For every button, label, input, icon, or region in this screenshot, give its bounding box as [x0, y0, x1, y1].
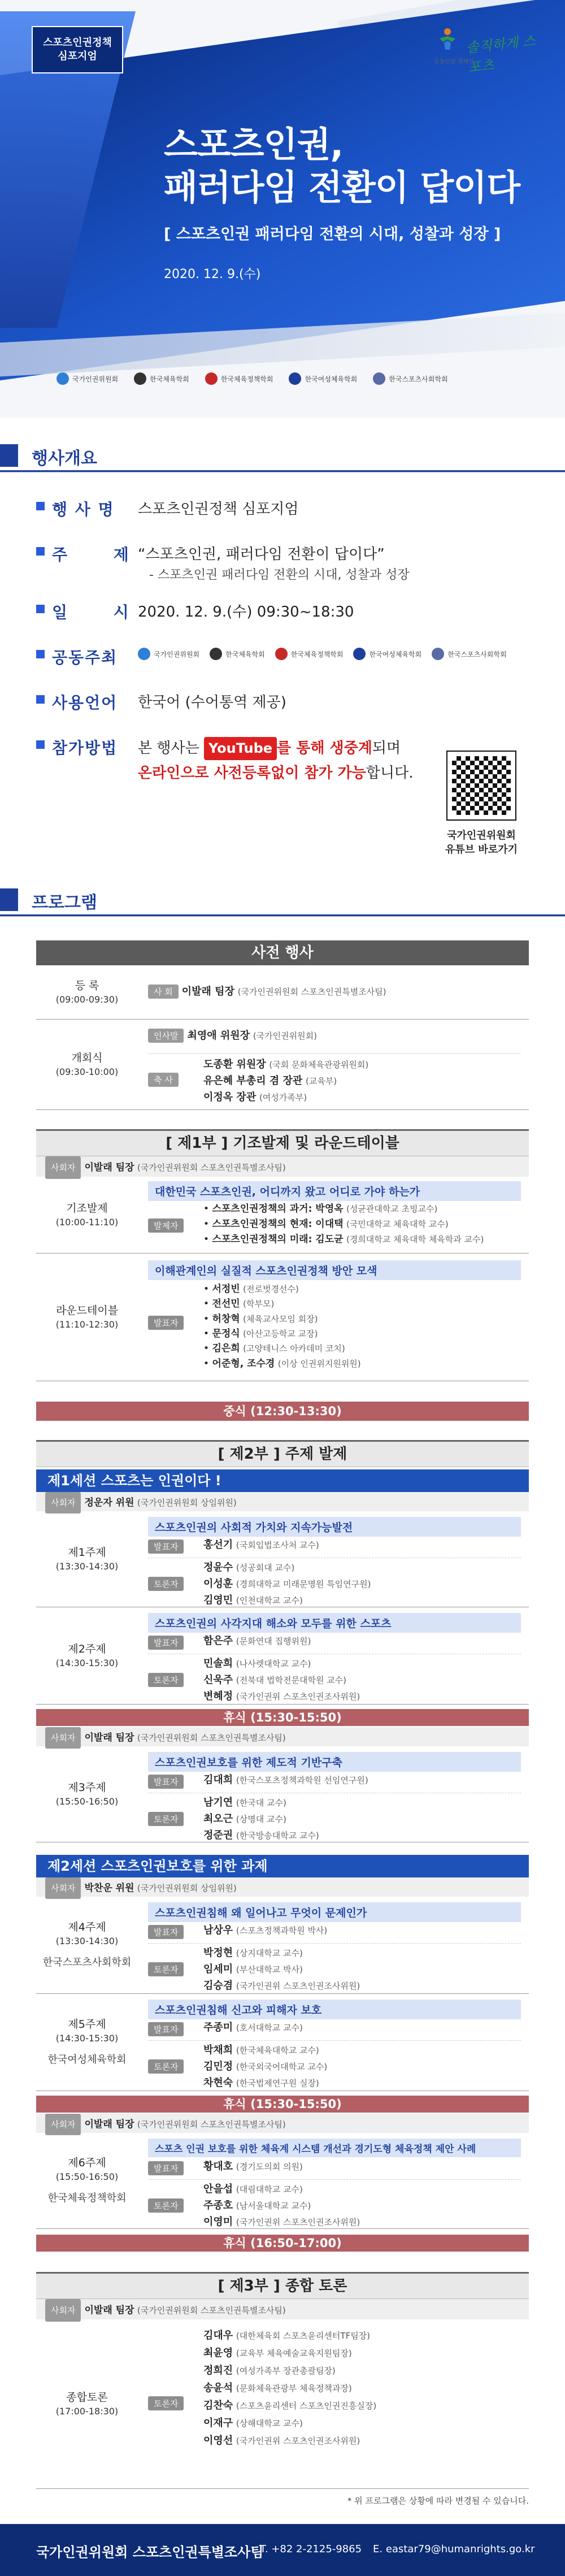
- org-logo: 국가인권위원회: [56, 372, 118, 385]
- roundtable-block: 라운드테이블 (11:10-12:30) 이해관계인의 실질적 스포츠인권정책 방안 모색 발표자 • 서정빈 (전로벗경선수) • 전선민 (학부모) • 허창혁 (체육교사모임 회장) • 문정식 (아산고등학교 교장) • 김은희 (고양테니스 아카데미 코치) • 어준형, 조수경 (이상 인권위지원위원): [36, 1254, 529, 1381]
- program-footnote: * 위 프로그램은 상황에 따라 변경될 수 있습니다.: [347, 2496, 529, 2506]
- break3-bar: 휴식 (16:50-17:00): [36, 2235, 529, 2252]
- break1-bar: 휴식 (15:30-15:50): [36, 1709, 529, 1726]
- pre-event-bar: 사전 행사: [36, 940, 529, 965]
- logo-icon: [353, 648, 366, 660]
- hero-date: 2020. 12. 9.(수): [164, 267, 261, 281]
- logo-icon: [275, 648, 288, 660]
- hero-banner: [0, 0, 565, 418]
- footer: [0, 2524, 565, 2576]
- host-logos: [56, 367, 542, 390]
- logo-icon: [138, 648, 150, 660]
- org-logo: 한국스포츠사회학회: [373, 372, 447, 385]
- topic4-block: 제4주제 (13:30-14:30) 한국스포츠사회학회 스포츠인권침해 왜 일어나고 무엇이 문제인가 발표자 남상우 (스포츠정책과학원 박사) 토론자 박정현 (상지대학교 교수) 임세미 (부산대학교 박사) 김승겸 (국가인권위 스포츠인권조사위원): [36, 1897, 529, 1994]
- co-host-logos: 국가인권위원회 한국체육학회 한국체육정책학회 한국여성체육학회 한국스포츠사회학회: [138, 648, 507, 660]
- part3-moderator: 사회자 이발래 팀장 (국가인권위원회 스포츠인권특별조사팀): [36, 2299, 529, 2319]
- figure-icon: [435, 27, 460, 52]
- org-logo: 한국여성체육학회: [289, 372, 357, 385]
- topic3-block: 제3주제 (15:50-16:50) 스포츠인권보호를 위한 제도적 기반구축 발표자 김대희 (한국스포츠정책과학원 선임연구원) 토론자 남기연 (한국대 교수) 최오근 (상명대 교수) 정준권 (한국방송대학교 교수): [36, 1746, 529, 1842]
- program-heading: 프로그램: [0, 885, 565, 911]
- logo-icon: [205, 372, 218, 385]
- footer-phone: T. +82 2-2125-9865: [260, 2543, 362, 2555]
- topic6-block: 제6주제 (15:50-16:50) 한국체육정책학회 스포츠 인권 보호를 위한 체육계 시스템 개선과 경기도형 체육정책 제안 사례 발표자 황대호 (경기도의회 의원) 토론자 안을섭 (대림대학교 교수) 주종호 (남서울대학교 교수) 이영미 (국가인권위 스포츠인권조사위원): [36, 2133, 529, 2229]
- opening-block: 개회식 (09:30-10:00) 인사말 최영애 위원장 (국가인권위원회) 축 사 도종환 위원장 (국회 문화체육관광위원회) 유은혜 부총리 겸 장관 (교육부) 이정옥 장관 (여성가족부): [36, 1020, 529, 1110]
- youtube-qr-code[interactable]: [447, 752, 515, 819]
- keynote-block: 기조발제 (10:00-11:10) 대한민국 스포츠인권, 어디까지 왔고 어디로 가야 하는가 발제자 • 스포츠인권정책의 과거: 박영옥 (성균관대학교 초빙교수) • 스포츠인권정책의 현재: 이대택 (국민대학교 체육대학 교수) • 스포츠인권정책의 미래: 김도균 (경희대학교 체육대학 체육학과 교수): [36, 1177, 529, 1254]
- logo-icon: [432, 648, 444, 660]
- part3-bar: [ 제3부 ] 종합 토론: [36, 2272, 529, 2299]
- part1-bar: [ 제1부 ] 기조발제 및 라운드테이블: [36, 1129, 529, 1156]
- hero-title: 스포츠인권, 패러다임 전환이 답이다: [164, 124, 520, 208]
- campaign-logo: 솔직하게 스포츠 운동인권 캠페인: [429, 23, 542, 79]
- part2-bar: [ 제2부 ] 주제 발제: [36, 1440, 529, 1467]
- registration-block: 등 록 (09:00-09:30) 사 회 이발래 팀장 (국가인권위원회 스포츠인권특별조사팀): [36, 965, 529, 1020]
- session1-moderator: 사회자 정운자 위원 (국가인권위원회 상임위원): [36, 1492, 529, 1511]
- general-discussion-block: 종합토론 (17:00-18:30) 토론자 김대우 (대한체육회 스포츠윤리센터TF팀장) 최윤영 (교육부 체육예술교육지원팀장) 정희진 (여성가족부 장관총괄팀장) 송윤석 (문화체육관광부 체육정책과장) 김찬숙 (스포츠윤리센터 스포츠인권진흥실장) 이재구 (상해대학교 교수) 이영선 (국가인권위 스포츠인권조사위원): [36, 2319, 529, 2489]
- logo-icon: [56, 372, 69, 385]
- topic5-block: 제5주제 (14:30-15:30) 한국여성체육학회 스포츠인권침해 신고와 피해자 보호 발표자 주종미 (호서대학교 교수) 토론자 박채희 (한국체육대학교 교수) 김민정 (한국외국어대학교 교수) 차현숙 (한국법제연구원 실장): [36, 1994, 529, 2091]
- session2-bar: 제2세션 스포츠인권보호를 위한 과제: [36, 1855, 529, 1877]
- event-badge: 스포츠인권정책 심포지엄: [32, 26, 123, 73]
- topic1-block: 제1주제 (13:30-14:30) 스포츠인권의 사회적 가치와 지속가능발전 발표자 홍선기 (국회입법조사처 교수) 토론자 정윤수 (성공회대 교수) 이성훈 (경희대학교 미래문명원 특임연구원) 김영민 (인천대학교 교수): [36, 1511, 529, 1607]
- footer-org: 국가인권위원회 스포츠인권특별조사팀: [36, 2544, 264, 2560]
- youtube-logo: YouTube: [204, 737, 277, 760]
- qr-caption: 국가인권위원회 유튜브 바로가기: [445, 830, 518, 856]
- topic2-block: 제2주제 (14:30-15:30) 스포츠인권의 사각지대 해소와 모두를 위한 스포츠 발표자 함은주 (문화연대 집행위원) 토론자 민솔희 (나사렛대학교 교수) 신욱주 (전북대 법학전문대학원 교수) 변혜정 (국가인권위 스포츠인권조사위원): [36, 1607, 529, 1705]
- poster: 스포츠인권정책 심포지엄 솔직하게 스포츠 운동인권 캠페인 스포츠인권, 패러다임 전환이 답이다 [ 스포츠인권 패러다임 전환의 시대, 성찰과 성장 ] 2020. 12. 9.(수) 국가인권위원회 한국체육학회 한국체육정책학회 한국여성체육학회 한국스포츠사회학회 행사개요 행 사 명 스포츠인권정책 심포지엄 주 제 “스포츠인권, 패러다임 전환이 답이다” - 스포츠인권 패러다임 전환의 시대, 성찰과 성장 일 시 2020. 12. 9.(수) 09:30~18:30 공동주최 국가인권위원회 한국체육학회 한국체육정책학회 한국여성체육학회 한국스포츠사회학회 사용언어 한국어 (수어통역 제공) 참가방법 본 행사는 YouTube 를 통해 생중계되며 온라인으로 사전등록없이 참가 가능합니다. 국가인권위원회 유튜브 바로가기 프로그램 사전 행사 등 록 (09:00-09:30) 사 회 이발래 팀장 (국가인권위원회 스포츠인권특별조사팀) 개회식 (09:30-10:00) 인사말 최영애 위원장 (국가인권위원회) 축 사 도종환 위원장 (국회 문화체육관광위원회) 유은혜 부총리 겸 장관 (교육부) 이정옥 장관 (여성가족부) [ 제1부 ] 기조발제 및 라운드테이블 사회자 이발래 팀장 (국가인권위원회 스포츠인권특별조사팀) 기조발제 (10:00-11:10) 대한민국 스포츠인권, 어디까지 왔고 어디로 가야 하는가 발제자 • 스포츠인권정책의 과거: 박영옥 (성균관대학교 초빙교수) • 스포츠인권정책의 현재: 이대택 (국민대학교 체육대학 교수) • 스포츠인권정책의 미래: 김도균 (경희대학교 체육대학 체육학과 교수) 라운드테이블 (11:10-12:30) 이해관계인의 실질적 스포츠인권정책 방안 모색 발표자 • 서정빈 (전로벗경선수) • 전선민 (학부모) • 허창혁 (체육교사모임 회장) • 문정식 (아산고등학교 교장) • 김은희 (고양테니스 아카데미 코치) • 어준형, 조수경 (이상 인권위지원위원) 중식 (12:30-13:30) [ 제2부 ] 주제 발제 제1세션 스포츠는 인권이다 ! 사회자 정운자 위원 (국가인권위원회 상임위원) 제1주제 (13:30-14:30) 스포츠인권의 사회적 가치와 지속가능발전 발표자 홍선기 (국회입법조사처 교수) 토론자 정윤수 (성공회대 교수) 이성훈 (경희대학교 미래문명원 특임연구원) 김영민 (인천대학교 교수) 제2주제 (14:30-15:30) 스포츠인권의 사각지대 해소와 모두를 위한 스포츠 발표자 함은주 (문화연대 집행위원) 토론자 민솔희 (나사렛대학교 교수) 신욱주 (전북대 법학전문대학원 교수) 변혜정 (국가인권위 스포츠인권조사위원) 휴식 (15:30-15:50) 사회자 이발래 팀장 (국가인권위원회 스포츠인권특별조사팀) 제3주제 (15:50-16:50) 스포츠인권보호를 위한 제도적 기반구축 발표자 김대희 (한국스포츠정책과학원 선임연구원) 토론자 남기연 (한국대 교수) 최오근 (상명대 교수) 정준권 (한국방송대학교 교수) 제2세션 스포츠인권보호를 위한 과제 사회자 박찬운 위원 (국가인권위원회 상임위원) 제4주제 (13:30-14:30) 한국스포츠사회학회 스포츠인권침해 왜 일어나고 무엇이 문제인가 발표자 남상우 (스포츠정책과학원 박사) 토론자 박정현 (상지대학교 교수) 임세미 (부산대학교 박사) 김승겸 (국가인권위 스포츠인권조사위원) 제5주제 (14:30-15:30) 한국여성체육학회 스포츠인권침해 신고와 피해자 보호 발표자 주종미 (호서대학교 교수) 토론자 박채희 (한국체육대학교 교수) 김민정 (한국외국어대학교 교수) 차현숙 (한국법제연구원 실장) 휴식 (15:30-15:50) 사회자 이발래 팀장 (국가인권위원회 스포츠인권특별조사팀) 제6주제 (15:50-16:50) 한국체육정책학회 스포츠 인권 보호를 위한 체육계 시스템 개선과 경기도형 체육정책 제안 사례 발표자 황대호 (경기도의회 의원) 토론자 안을섭 (대림대학교 교수) 주종호 (남서울대학교 교수) 이영미 (국가인권위 스포츠인권조사위원) 휴식 (16:50-17:00) [ 제3부 ] 종합 토론 사회자 이발래 팀장 (국가인권위원회 스포츠인권특별조사팀) 종합토론 (17:00-18:30) 토론자 김대우 (대한체육회 스포츠윤리센터TF팀장) 최윤영 (교육부 체육예술교육지원팀장) 정희진 (여성가족부 장관총괄팀장) 송윤석 (문화체육관광부 체육정책과장) 김찬숙 (스포츠윤리센터 스포츠인권진흥실장) 이재구 (상해대학교 교수) 이영선 (국가인권위 스포츠인권조사위원) * 위 프로그램은 상황에 따라 변경될 수 있습니다. 국가인권위원회 스포츠인권특별조사팀 T. +82 2-2125-9865 E. eastar79@humanrights.go.kr: [0, 0, 565, 2576]
- topic3-moderator: 사회자 이발래 팀장 (국가인권위원회 스포츠인권특별조사팀): [36, 1727, 529, 1746]
- topic6-moderator: 사회자 이발래 팀장 (국가인권위원회 스포츠인권특별조사팀): [36, 2114, 529, 2133]
- break2-bar: 휴식 (15:30-15:50): [36, 2096, 529, 2113]
- session2-moderator: 사회자 박찬운 위원 (국가인권위원회 상임위원): [36, 1877, 529, 1897]
- part1-moderator: 사회자 이발래 팀장 (국가인권위원회 스포츠인권특별조사팀): [36, 1156, 529, 1177]
- lunch-bar: 중식 (12:30-13:30): [36, 1402, 529, 1421]
- overview-heading: 행사개요: [0, 441, 565, 467]
- logo-icon: [289, 372, 301, 385]
- logo-icon: [373, 372, 385, 385]
- hero-subtitle: [ 스포츠인권 패러다임 전환의 시대, 성찰과 성장 ]: [164, 225, 501, 243]
- logo-icon: [210, 648, 222, 660]
- org-logo: 한국체육학회: [134, 372, 189, 385]
- org-logo: 한국체육정책학회: [205, 372, 273, 385]
- logo-icon: [134, 372, 146, 385]
- footer-email[interactable]: E. eastar79@humanrights.go.kr: [373, 2543, 535, 2555]
- session1-bar: 제1세션 스포츠는 인권이다 !: [36, 1469, 529, 1492]
